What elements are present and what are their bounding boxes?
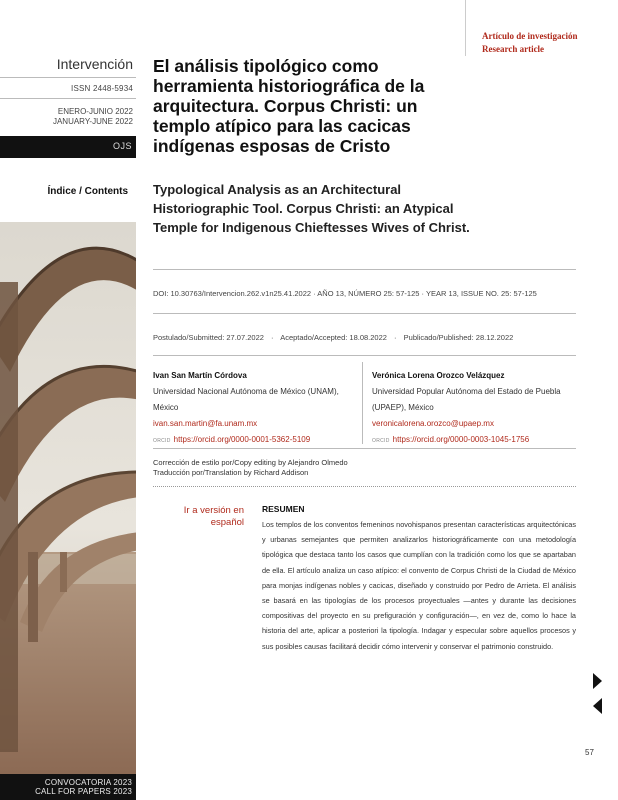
architecture-photo (0, 222, 136, 774)
cfp-es: CONVOCATORIA 2023 (44, 778, 132, 787)
left-sidebar (0, 0, 136, 800)
accepted-date: Aceptado/Accepted: 18.08.2022 (280, 333, 387, 342)
article-type-en: Research article (482, 44, 545, 54)
orcid-link[interactable]: https://orcid.org/0000-0001-5362-5109 (173, 435, 311, 444)
article-type-es: Artículo de investigación (482, 31, 578, 41)
cfp-en: CALL FOR PAPERS 2023 (35, 787, 132, 796)
author-name: Verónica Lorena Orozco Velázquez (372, 371, 505, 380)
journal-name: Intervención (56, 56, 133, 72)
author-2 (372, 368, 577, 449)
author-affiliation: Universidad Nacional Autónoma de México (UNAM), México (153, 387, 339, 412)
arches-image (0, 222, 136, 774)
page-number: 57 (585, 748, 594, 757)
separator: · (271, 333, 274, 342)
title-english: Typological Analysis as an Architectural Historiographic Tool. Corpus Christi: an Atypical Temple for Indigenous Chieftesses Wives of Christ. (153, 182, 470, 235)
ojs-link[interactable] (0, 136, 136, 158)
dates-line (153, 333, 513, 342)
translation-credit: Traducción por/Translation by Richard Addison (153, 468, 309, 477)
issn: ISSN 2448-5934 (71, 84, 133, 93)
separator: · (394, 333, 397, 342)
period-es: ENERO-JUNIO 2022 (57, 107, 133, 116)
abstract-heading: RESUMEN (262, 504, 305, 514)
previous-page-arrow-icon[interactable] (593, 698, 602, 714)
author-name: Ivan San Martín Córdova (153, 371, 247, 380)
divider (0, 98, 136, 99)
index-contents-link[interactable]: Índice / Contents (47, 186, 128, 197)
divider (153, 355, 576, 356)
next-page-arrow-icon[interactable] (593, 673, 602, 689)
call-for-papers-link[interactable] (0, 774, 136, 800)
author-email[interactable]: veronicalorena.orozco@upaep.mx (372, 419, 494, 428)
dotted-divider (153, 486, 576, 487)
divider (153, 313, 576, 314)
doi-line: DOI: 10.30763/Intervencion.262.v1n25.41.2022 · AÑO 13, NÚMERO 25: 57-125 · YEAR 13, ISSUE NO. 25: 57-125 (153, 289, 537, 298)
orcid-link[interactable]: https://orcid.org/0000-0003-1045-1756 (392, 435, 530, 444)
author-1 (153, 368, 358, 449)
divider (0, 77, 136, 78)
abstract-body: Los templos de los conventos femeninos novohispanos presentan características arquitectónicas y urbanas semejantes que permiten analizarlos historiográficamente con una metodología tipológica que destaca tanto los casos que cumplían con la tradición como los que se apartaban de ella. El artículo analiza un caso atípico: el convento de Corpus Christi de la Ciudad de México para monjas indígenas nobles y cacicas, diseñado y construido por Pedro de Arrieta. El análisis se basará en las tipologías de los procesos proyectuales —antes y durante las decisiones compositivas del proyecto en su prefiguración y configuración—, en vez de, como lo hace la historia del arte, aplicar a posteriori la tipología. Indagar y especular sobre aquellos procesos y sus posibles causas facilitará decidir cómo intervenir y conservar el patrimonio construido. (262, 520, 576, 651)
copy-editing-credit: Corrección de estilo por/Copy editing by Alejandro Olmedo (153, 458, 348, 467)
header-divider (465, 0, 466, 56)
credits (153, 458, 348, 478)
period-en: JANUARY-JUNE 2022 (52, 117, 133, 126)
spanish-version-link[interactable]: Ir a versión en español (183, 505, 244, 528)
divider (153, 269, 576, 270)
author-email[interactable]: ivan.san.martin@fa.unam.mx (153, 419, 258, 428)
published-date: Publicado/Published: 28.12.2022 (403, 333, 514, 342)
title-spanish: El análisis tipológico como herramienta historiográfica de la arquitectura. Corpus Christi: un templo atípico para las cacicas indígenas esposas de Cristo (153, 56, 425, 156)
divider (153, 448, 576, 449)
author-divider (362, 362, 363, 444)
orcid-label: ORCID (372, 438, 390, 444)
submitted-date: Postulado/Submitted: 27.07.2022 (153, 333, 264, 342)
ojs-label: OJS (112, 141, 132, 151)
orcid-label: ORCID (153, 438, 171, 444)
author-affiliation: Universidad Popular Autónoma del Estado de Puebla (UPAEP), México (372, 387, 561, 412)
